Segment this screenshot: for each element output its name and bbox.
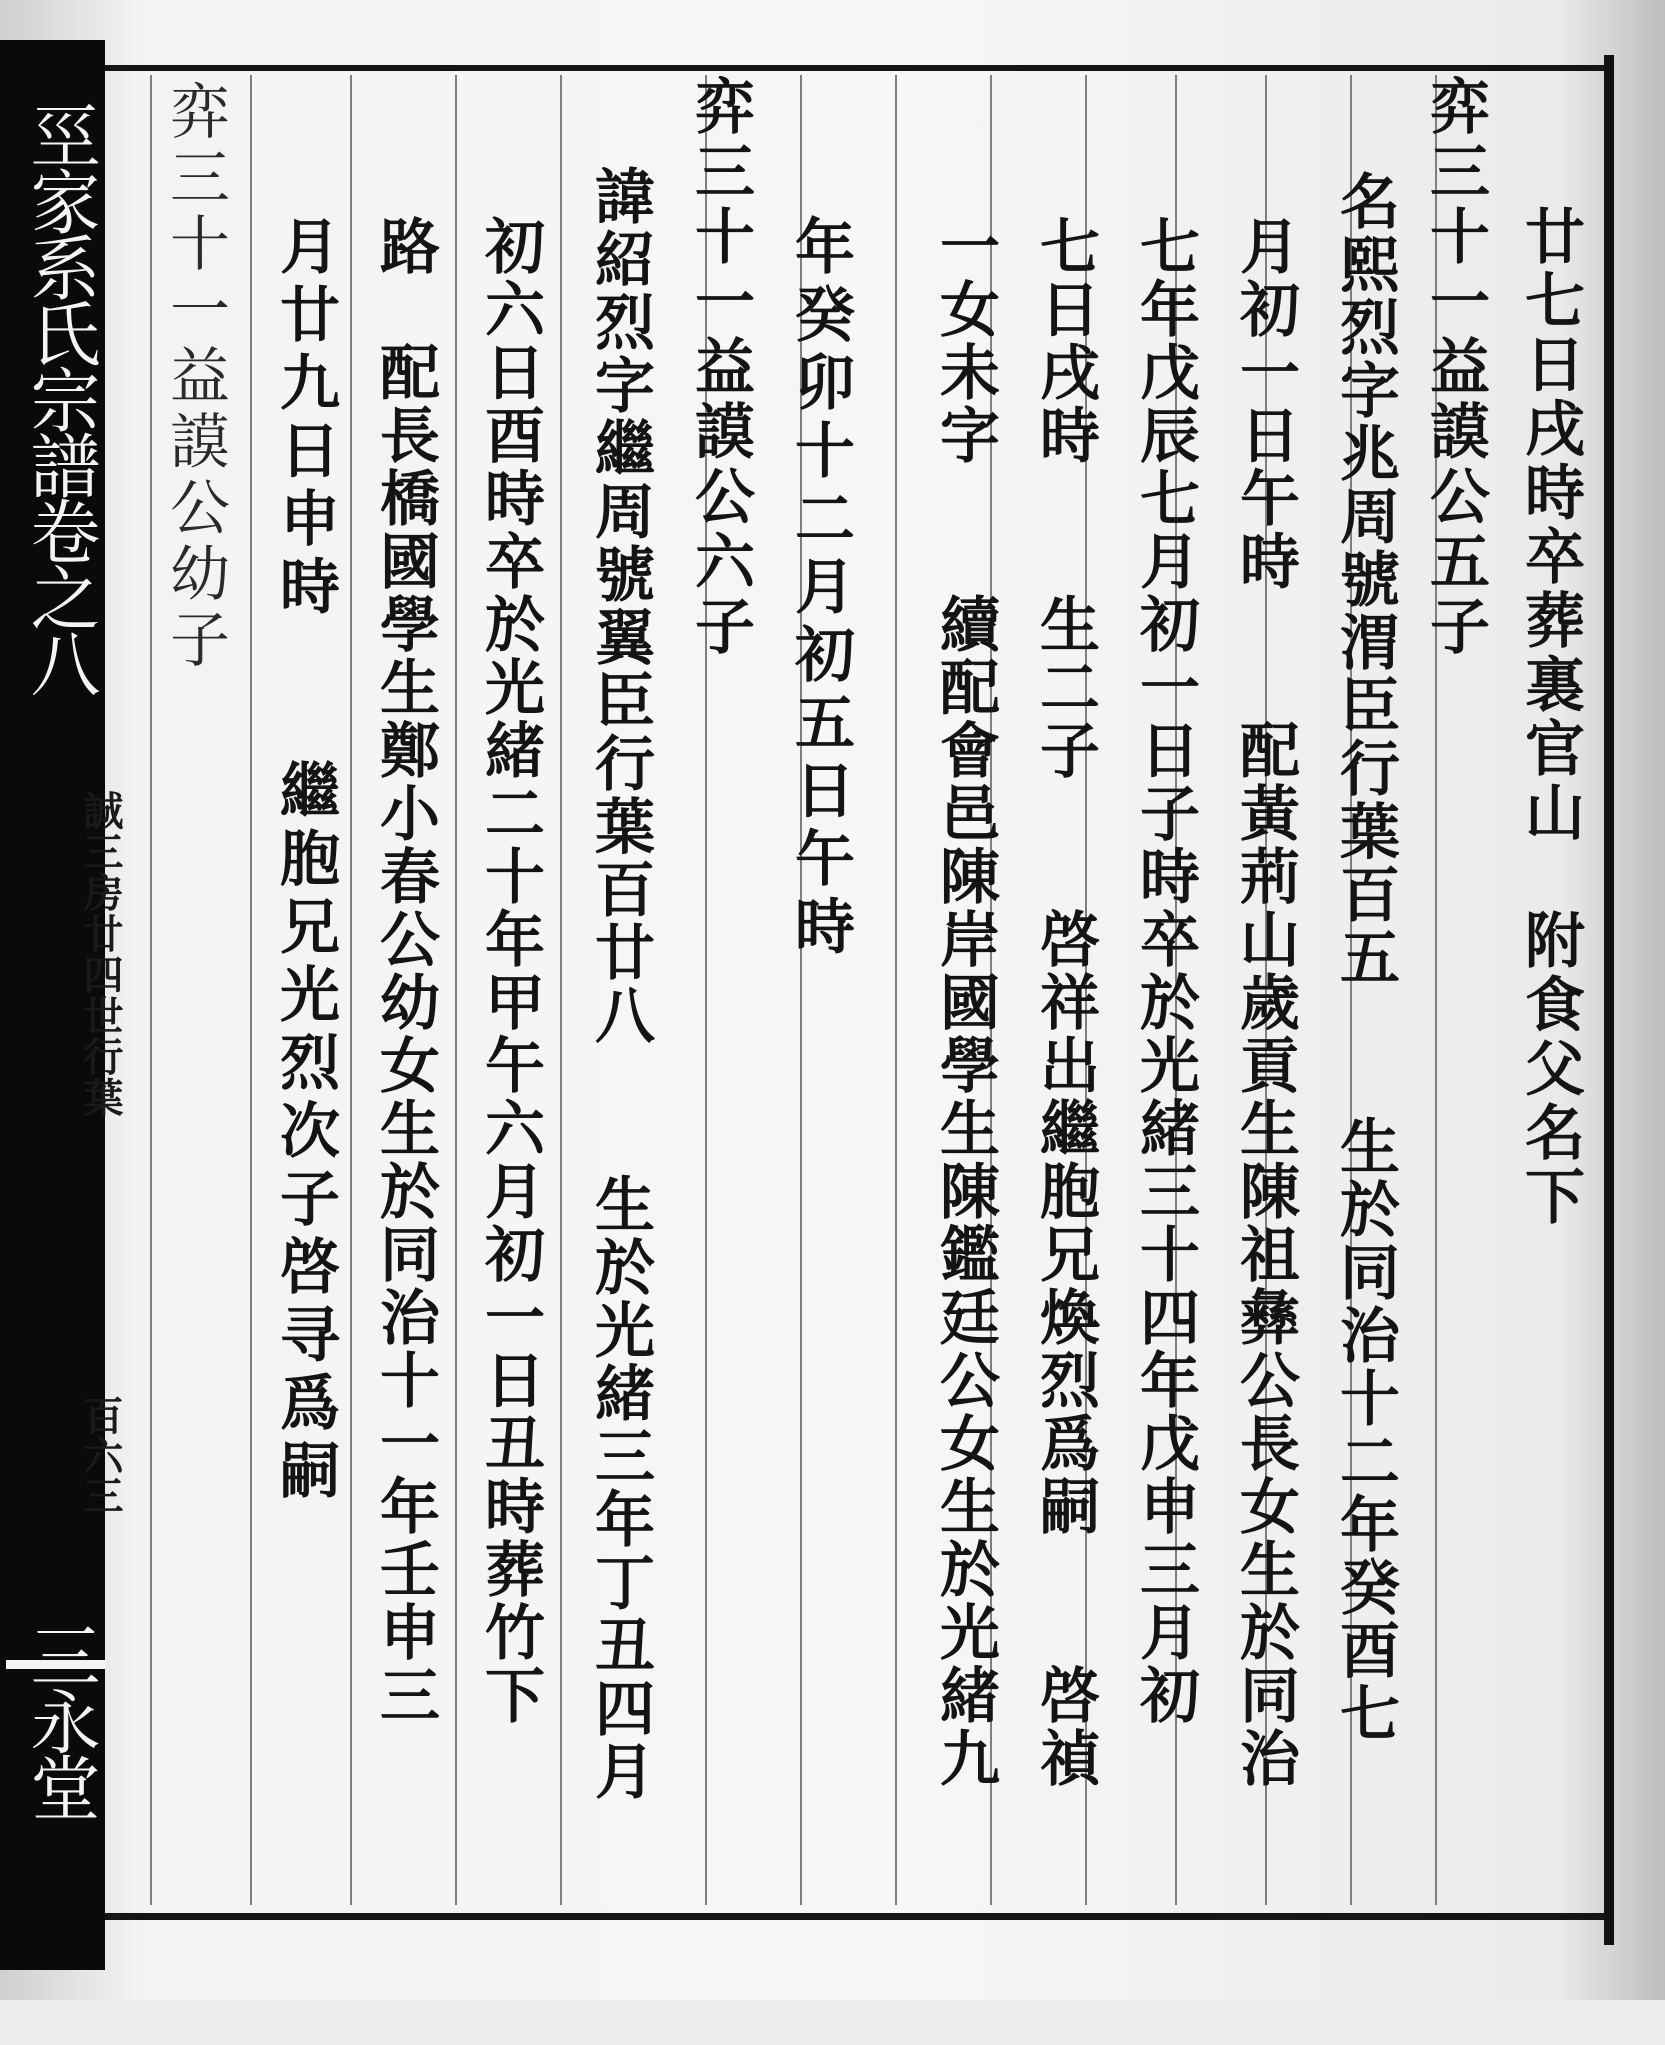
text-column-9: 弈三十一益謨公六子	[685, 75, 755, 660]
page-folio-number: 百六三	[77, 1395, 124, 1515]
column-rule	[350, 75, 352, 1905]
column-rule	[455, 75, 457, 1905]
text-column-10: 諱紹烈字繼周號翼臣行葉百廿八 生於光緒三年丁丑四月	[585, 165, 655, 1803]
column-rule	[250, 75, 252, 1905]
text-column-5: 七年戊辰七月初一日子時卒於光緒三十四年戊申三月初	[1130, 215, 1200, 1727]
text-column-4: 月初一日午時 配黃荊山歲貢生陳祖彝公長女生於同治	[1230, 215, 1300, 1790]
text-column-11: 初六日酉時卒於光緒二十年甲午六月初一日丑時葬竹下	[475, 215, 545, 1727]
text-column-12: 路 配長橋國學生鄭小春公幼女生於同治十一年壬申三	[370, 215, 440, 1727]
spine-publisher: 三永堂	[19, 1620, 101, 1818]
text-column-6: 七日戌時 生二子 啓祥出繼胞兄煥烈爲嗣 啓禎	[1030, 215, 1100, 1790]
column-rule	[895, 75, 897, 1905]
column-rule	[560, 75, 562, 1905]
text-column-7: 一女未字 續配會邑陳岸國學生陳鑑廷公女生於光緒九	[930, 215, 1000, 1790]
text-column-13: 月廿九日申時 繼胞兄光烈次子啓寻爲嗣	[270, 215, 340, 1507]
branch-generation-label: 誠三房廿四世行葉	[77, 790, 124, 1118]
text-column-14: 弈三十一益謨公幼子	[160, 80, 230, 674]
text-column-2: 弈三十一益謨公五子	[1420, 75, 1490, 660]
column-rule	[150, 75, 152, 1905]
text-column-1: 廿七日戌時卒葬裏官山 附食父名下	[1515, 205, 1585, 1229]
text-column-3: 名熙烈字兆周號渭臣行葉百五 生於同治十二年癸酉七	[1330, 170, 1400, 1745]
spine-title: 巠家系氏宗譜卷之八	[19, 100, 101, 694]
page-frame-right-edge	[1604, 55, 1614, 1945]
text-column-8: 年癸卯十二月初五日午時	[785, 215, 855, 963]
